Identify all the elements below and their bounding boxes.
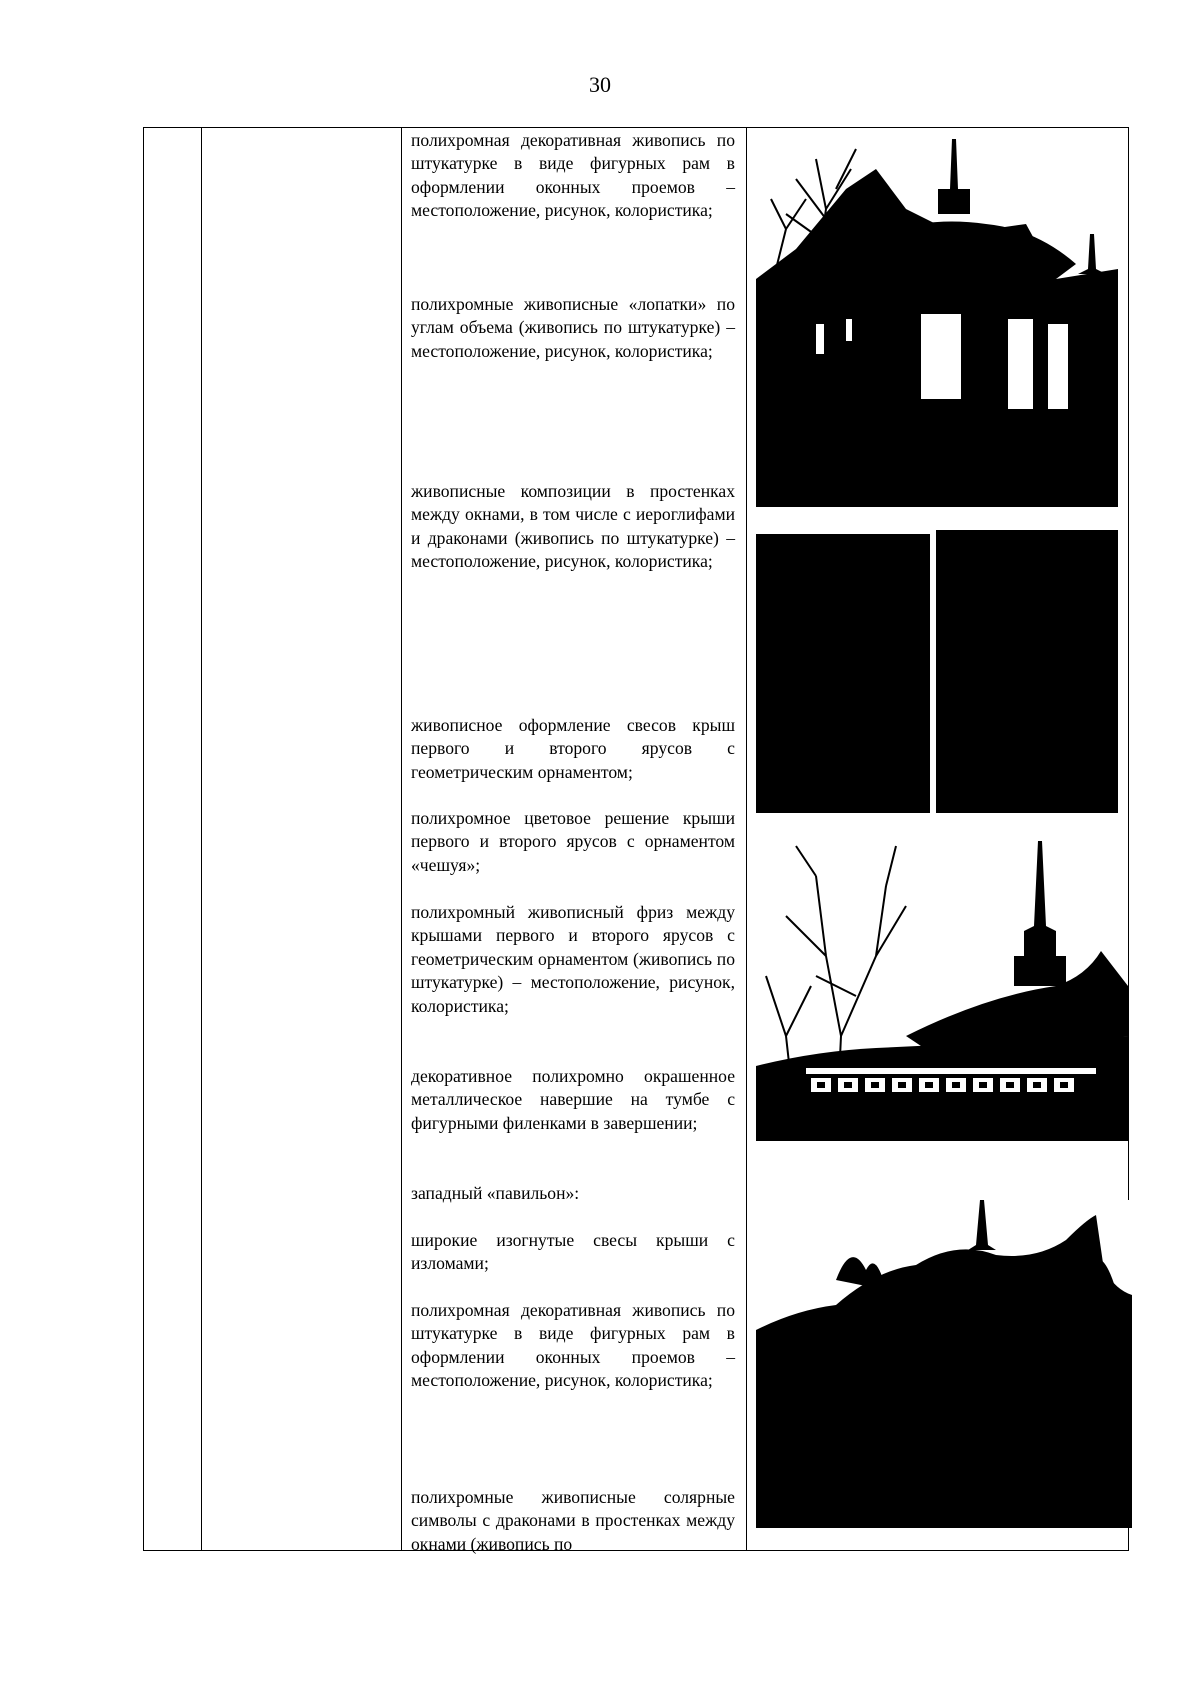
description-paragraph: полихромная декоративная живопись по штукатурке в виде фигурных рам в оформлении оконных проемов – местоположение, рисунок, колористика; [411,130,735,221]
description-paragraph: полихромная декоративная живопись по штукатурке в виде фигурных рам в оформлении оконных проемов – местоположение, рисунок, колористика; [411,1300,735,1391]
column-divider [746,128,747,1550]
description-paragraph: западный «павильон»: [411,1183,580,1203]
description-paragraph: декоративное полихромно окрашенное металлическое навершие на тумбе с фигурными филенками в завершении; [411,1066,735,1133]
description-paragraph: полихромные живописные «лопатки» по углам объема (живопись по штукатурке) – местоположение, рисунок, колористика; [411,294,735,361]
pavilion-facade-photo [756,129,1118,507]
west-pavilion-photo [756,1200,1132,1528]
description-paragraph: полихромные живописные солярные символы с драконами в простенках между окнами (живопись по [411,1487,735,1554]
roof-tiers-photo [756,836,1128,1141]
description-paragraph: живописное оформление свесов крыш первого и второго ярусов с геометрическим орнаментом; [411,715,735,782]
description-paragraph: широкие изогнутые свесы крыши с изломами; [411,1230,735,1274]
wall-panel-photo-right [936,530,1118,813]
description-paragraph: полихромный живописный фриз между крышами первого и второго ярусов с геометрическим орнаментом (живопись по штукатурке) – местоположение, рисунок, колористика; [411,902,735,1016]
wall-panel-photo-left [756,534,930,813]
description-paragraph: полихромное цветовое решение крыши первого и второго ярусов с орнаментом «чешуя»; [411,808,735,875]
page-number: 30 [589,72,611,97]
column-divider [401,128,402,1550]
column-divider [201,128,202,1550]
description-paragraph: живописные композиции в простенках между окнами, в том числе с иероглифами и драконами (живопись по штукатурке) – местоположение, рисунок, колористика; [411,481,735,572]
